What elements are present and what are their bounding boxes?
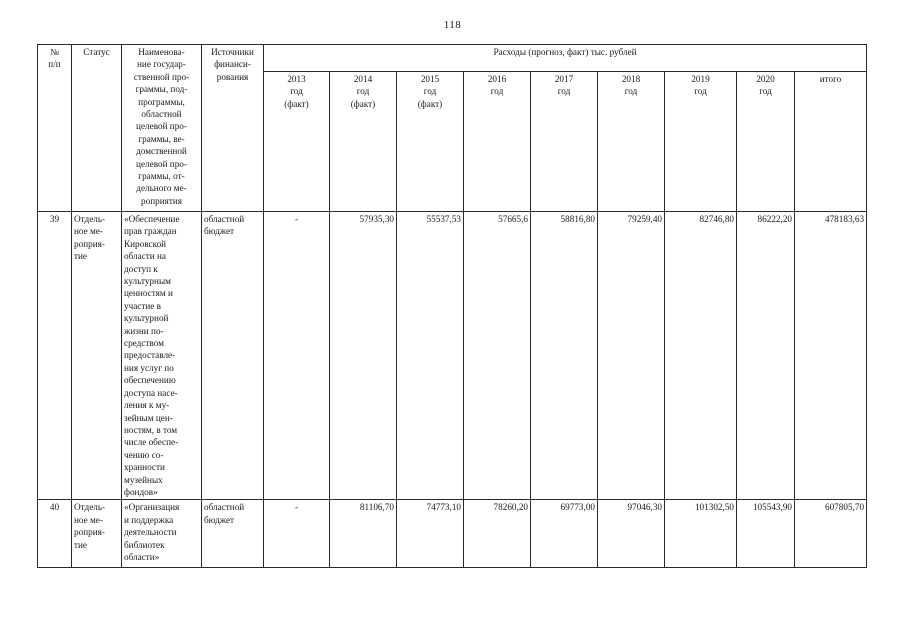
row-value-2020: 105543,90 [737,500,795,568]
row-status: Отдель- ное ме- роприя- тие [72,500,122,568]
header-year-2014: 2014 год (факт) [330,72,397,212]
row-value-2014: 81106,70 [330,500,397,568]
row-value-2019: 101302,50 [665,500,737,568]
row-value-2015: 74773,10 [397,500,464,568]
header-year-2017: 2017 год [531,72,598,212]
table-row [38,500,867,568]
row-value-2020: 86222,20 [737,212,795,500]
row-value-total: 478183,63 [795,212,867,500]
row-value-2018: 79259,40 [598,212,665,500]
row-source: областной бюджет [202,500,264,568]
header-expenses: Расходы (прогноз, факт) тыс. рублей [264,45,867,72]
row-value-2014: 57935,30 [330,212,397,500]
header-status: Статус [72,45,122,212]
row-status: Отдель- ное ме- роприя- тие [72,212,122,500]
row-value-total: 607805,70 [795,500,867,568]
header-year-2018: 2018 год [598,72,665,212]
header-year-2015: 2015 год (факт) [397,72,464,212]
header-num: № п/п [38,45,72,212]
row-value-2015: 55537,53 [397,212,464,500]
header-year-2019: 2019 год [665,72,737,212]
row-value-2017: 58816,80 [531,212,598,500]
budget-table [37,44,867,568]
row-value-2013: - [264,500,330,568]
row-value-2013: - [264,212,330,500]
header-row-1 [38,45,867,72]
header-source: Источники финанси- рования [202,45,264,212]
row-num: 40 [38,500,72,568]
row-value-2016: 78260,20 [464,500,531,568]
table-row [38,212,867,500]
row-value-2017: 69773,00 [531,500,598,568]
header-name: Наименова- ние государ- ственной про- граммы, под- программы, областной целевой про- граммы, ве- домственной целевой про- граммы, от- дельного ме- роприятия [122,45,202,212]
row-name: «Обеспечение прав граждан Кировской области на доступ к культурным ценностям и участие в культурной жизни по- средством предоставле- ния услуг по обеспечению доступа насе- ления к му- зейным цен- ностям, в том числе обеспе- чению со- хранности музейных фондов» [122,212,202,500]
row-value-2016: 57665,6 [464,212,531,500]
header-total: итого [795,72,867,212]
row-name: «Организация и поддержка деятельности библиотек области» [122,500,202,568]
header-year-2013: 2013 год (факт) [264,72,330,212]
page-number: 118 [443,19,462,31]
row-value-2018: 97046,30 [598,500,665,568]
header-year-2020: 2020 год [737,72,795,212]
row-value-2019: 82746,80 [665,212,737,500]
row-num: 39 [38,212,72,500]
row-source: областной бюджет [202,212,264,500]
header-year-2016: 2016 год [464,72,531,212]
